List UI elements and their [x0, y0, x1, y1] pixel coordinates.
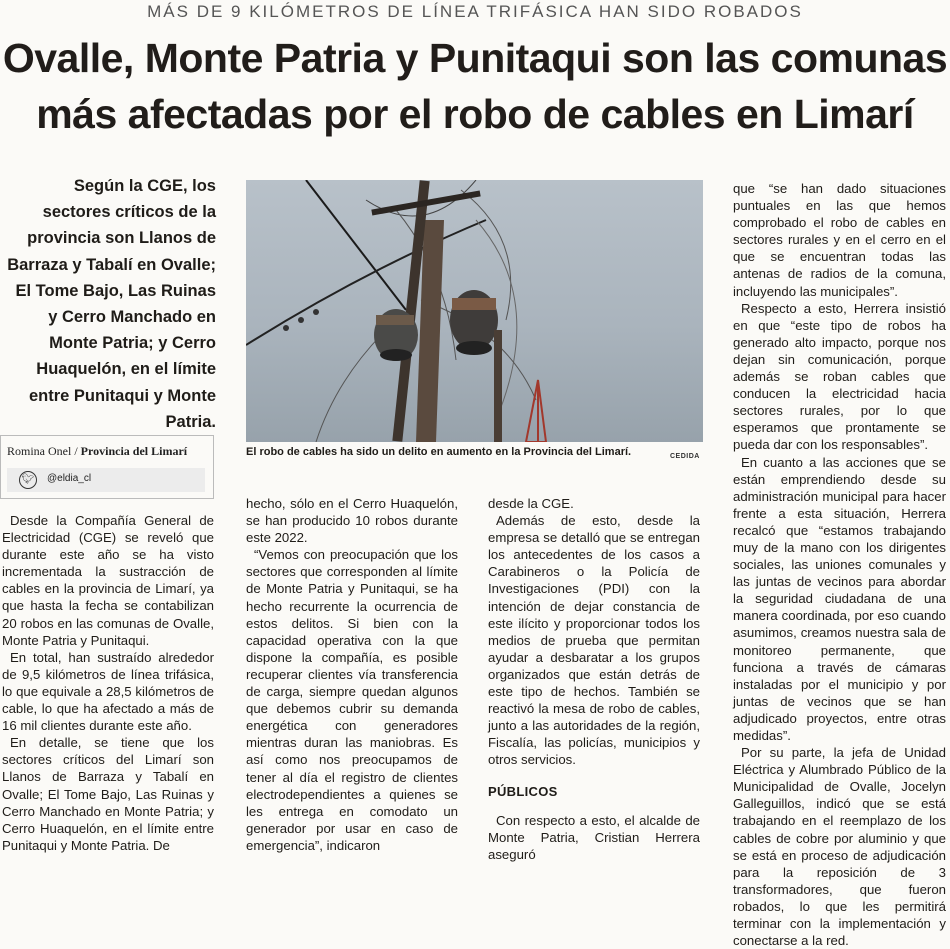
paragraph: Desde la Compañía General de Electricidad (CGE) se reveló que durante este año se ha visto incrementada la sustracción de cables en la provincia de Limarí, ya que hasta la fecha se contabilizan 20 robos en las comunas de Ovalle, Monte Patria y Punitaqui. [2, 513, 214, 648]
headline-line-2: más afectadas por el robo de cables en Limarí [36, 91, 914, 137]
paragraph: Por su parte, la jefa de Unidad Eléctrica y Alumbrado Público de la Municipalidad de Ovalle, Jocelyn Galleguillos, indicó que se está trabajando en el reemplazo de los cables de cobre por aluminio y que se está en proceso de adjudicación para la reposición de 3 transformadores, que fueron robados, lo que les permitirá terminar con la implementación y conectarse a la red. [733, 745, 946, 949]
kicker: MÁS DE 9 KILÓMETROS DE LÍNEA TRIFÁSICA HAN SIDO ROBADOS [147, 2, 803, 21]
paragraph: “Vemos con preocupación que los sectores que corresponden al límite de Monte Patria y Punitaqui, se ha hecho recurrente la ocurrencia de estos delitos. Si bien con la capacidad operativa con la que dispone la compañía, es posible recuperar clientes vía transferencia de carga, siempre quedan algunos que debemos cubrir su demanda energética con generadores mientras duran las maniobras. Es así como nos preocupamos de tener al día el registro de clientes electrodependientes a quienes se les entrega en comodato un generador por usar en caso de emergencia”, indicaron [246, 547, 458, 853]
headline [0, 30, 950, 142]
article-column-2 [246, 495, 458, 854]
twitter-icon[interactable]: 🐦︎ [19, 471, 37, 489]
photo-caption: El robo de cables ha sido un delito en aumento en la Provincia del Limarí. [246, 446, 632, 458]
byline-separator: / [74, 444, 78, 458]
author-name: Romina Onel [7, 444, 72, 458]
paragraph: En detalle, se tiene que los sectores críticos del Limarí son Llanos de Barraza y Tabalí en Ovalle; El Tome Bajo, Las Ruinas y Cerro Manchado en Monte Patria; y Cerro Huaquelón, en el límite entre Punitaqui y Monte Patria. De [2, 735, 214, 853]
paragraph: En total, han sustraído alrededor de 9,5 kilómetros de línea trifásica, lo que equivale a 28,5 kilómetros de cable, lo que ha afectado a más de 16 mil clientes durante este año. [2, 649, 214, 734]
paragraph: desde la CGE. [488, 496, 574, 511]
deck-summary: Según la CGE, los sectores críticos de la provincia son Llanos de Barraza y Tabalí en Ovalle; El Tome Bajo, Las Ruinas y Cerro Manchado en Monte Patria; y Cerro Huaquelón, en el límite entre Punitaqui y Monte Patria. [7, 177, 216, 431]
article-column-1 [2, 512, 214, 854]
paragraph: que “se han dado situaciones puntuales en las que hemos comprobado el robo de cables en sectores rurales y en el cerro en el que se encuentran todas las antenas de radios de la comuna, incluyendo las municipales”. [733, 181, 946, 299]
paragraph: Respecto a esto, Herrera insistió en que “este tipo de robos ha generado alto impacto, porque nos dejan sin comunicación, porque además se roban cables que conducen la electricidad hacia sectores rurales, por lo que esperamos que prontamente se pueda dar con los responsables”. [733, 300, 946, 453]
byline-box [0, 435, 214, 499]
byline [7, 444, 187, 459]
article-photo [246, 180, 703, 442]
social-bar [7, 468, 205, 492]
paragraph: hecho, sólo en el Cerro Huaquelón, se han producido 10 robos durante este 2022. [246, 496, 458, 546]
outlet-name: Provincia del Limarí [80, 444, 188, 458]
section-subhead: PÚBLICOS [488, 783, 558, 799]
article-column-4 [733, 180, 946, 949]
paragraph: Con respecto a esto, el alcalde de Monte Patria, Cristian Herrera aseguró [488, 812, 700, 862]
social-handle[interactable]: @eldia_cl [47, 473, 92, 484]
utility-pole-image [246, 180, 703, 442]
paragraph: En cuanto a las acciones que se están emprendiendo desde su administración municipal para hacer frente a esta situación, Herrera recalcó que “estamos trabajando muy de la mano con los dirigentes sociales, las uniones comunales y las juntas de vecinos para abordar la seguridad ciudadana de una manera coordinada, por eso cuando asumimos, creamos nuestra sala de monitoreo permanente, que funciona a través de cámaras instaladas por el municipio y por juntas de vecinos que se han adjudicado proyectos, entre otras medidas”. [733, 454, 946, 743]
headline-line-1: Ovalle, Monte Patria y Punitaqui son las comunas [2, 35, 948, 81]
photo-credit: CEDIDA [670, 453, 700, 460]
paragraph: Además de esto, desde la empresa se detalló que se entregan los antecedentes de los casos a Carabineros o la Policía de Investigaciones (PDI) con la intención de dejar constancia de este ilícito y proporcionar todos los medios de prueba que permitan ayudar a desbaratar a los grupos organizados que están detrás de este tipo de hechos. También se reactivó la mesa de robo de cables, junto a las autoridades de la región, Fiscalía, las policías, municipios y otros servicios. [488, 513, 700, 768]
article-column-3 [488, 495, 700, 863]
